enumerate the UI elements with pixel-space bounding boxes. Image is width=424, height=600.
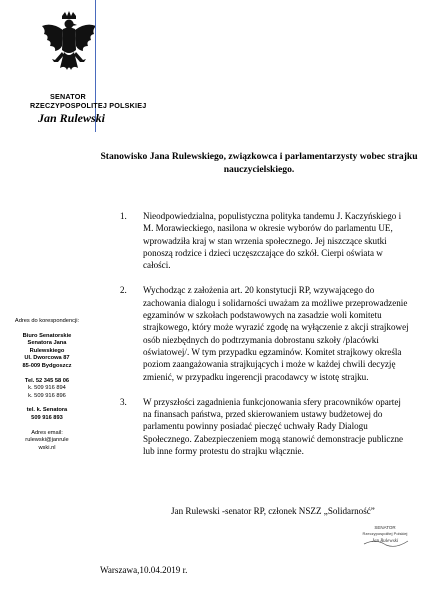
document-title: Stanowisko Jana Rulewskiego, związkowca i parlamentarzysty wobec strajku nauczycielskiego. [100,151,418,175]
phone-line: k. 509 916 896 [28,392,66,399]
header-senator-name: Jan Rulewski [38,111,106,125]
office-line: Rulewskiego [29,347,65,354]
signature-line: Jan Rulewski -senator RP, członek NSZZ „Solidarność” [171,506,375,516]
list-item [120,284,410,382]
senator-phone-number: 509 916 893 [31,414,63,421]
stamp-line3: Jan Rulewski [371,539,399,544]
list-item [120,210,410,271]
senator-phone [4,407,90,422]
phone-line: k. 509 916 894 [28,385,66,392]
office-phones [4,378,90,401]
point-number: 1. [120,211,127,221]
office-line: Ul. Dworcowa 87 [24,355,70,362]
email-address[interactable]: rulewski@janrule wski.nl [25,437,69,451]
list-item [120,396,410,457]
office-address [4,333,90,371]
senator-stamp [356,522,414,550]
address-label: Adres do korespondencji: [14,318,80,324]
senator-phone-label: tel. k. Senatora [26,407,68,414]
stamp-line2: Rzeczypospolitej Polskiej [362,531,408,536]
document-date: Warszawa,10.04.2019 r. [100,565,188,575]
phone-line: Tel. 52 345 58 06 [24,377,70,384]
point-text: Nieodpowiedzialna, populistyczna polityka tandemu J. Kaczyńskiego i M. Morawieckiego, nasilona w okresie wyborów do parlamentu UE, wprowadziła kraj w stan wrzenia społecznego. Jej niszczące skutki ponoszą rodzice i dzieci uczęszczające do szkół. Cierpi oświata w całości. [143,211,402,271]
email-block [4,430,90,453]
point-number: 3. [120,396,127,407]
office-line: Biuro Senatorskie [22,332,72,339]
header-title-line1: SENATOR [50,92,86,101]
office-line: Senatora Jana [27,340,67,347]
header-title-line2: RZECZYPOSPOLITEJ POLSKIEJ [30,101,147,110]
point-text: Wychodząc z założenia art. 20 konstytucji RP, wzywającego do zachowania dialogu i solidarności uważam za możliwe przeprowadzenie egzaminów w szkołach podstawowych na zasadzie woli komitetu strajkowego, który może wyrazić zgodę na wyłączenie z akcji strajkowej osób niezbędnych do podtrzymania dobrostanu szkoły /placówki oświatowej/. W tym przypadku egzaminów. Komitet strajkowy określa poziom zaangażowania strajkujących i może w każdej chwili decyzję zmienić, w przypadku ingerencji pracodawcy w istotę strajku. [143,285,409,382]
statement-points [120,210,410,470]
polish-eagle-icon [38,10,100,90]
point-number: 2. [120,285,127,296]
contact-sidebar [4,318,90,459]
email-label: Adres email: [31,429,63,436]
point-text: W przyszłości zagadnienia funkcjonowania sfery pracowników opartej na finansach państwa, przed skierowaniem ustawy budżetowej do parlamentu powinny posiadać pieczęć uchwały Rady Dialogu Społecznego. Zabezpieczeniem mogą stanowić demonstracje publiczne lub inne formy protestu do strajku włącznie. [143,396,404,457]
stamp-line1: SENATOR [374,525,396,530]
office-line: 85-009 Bydgoszcz [22,362,72,369]
